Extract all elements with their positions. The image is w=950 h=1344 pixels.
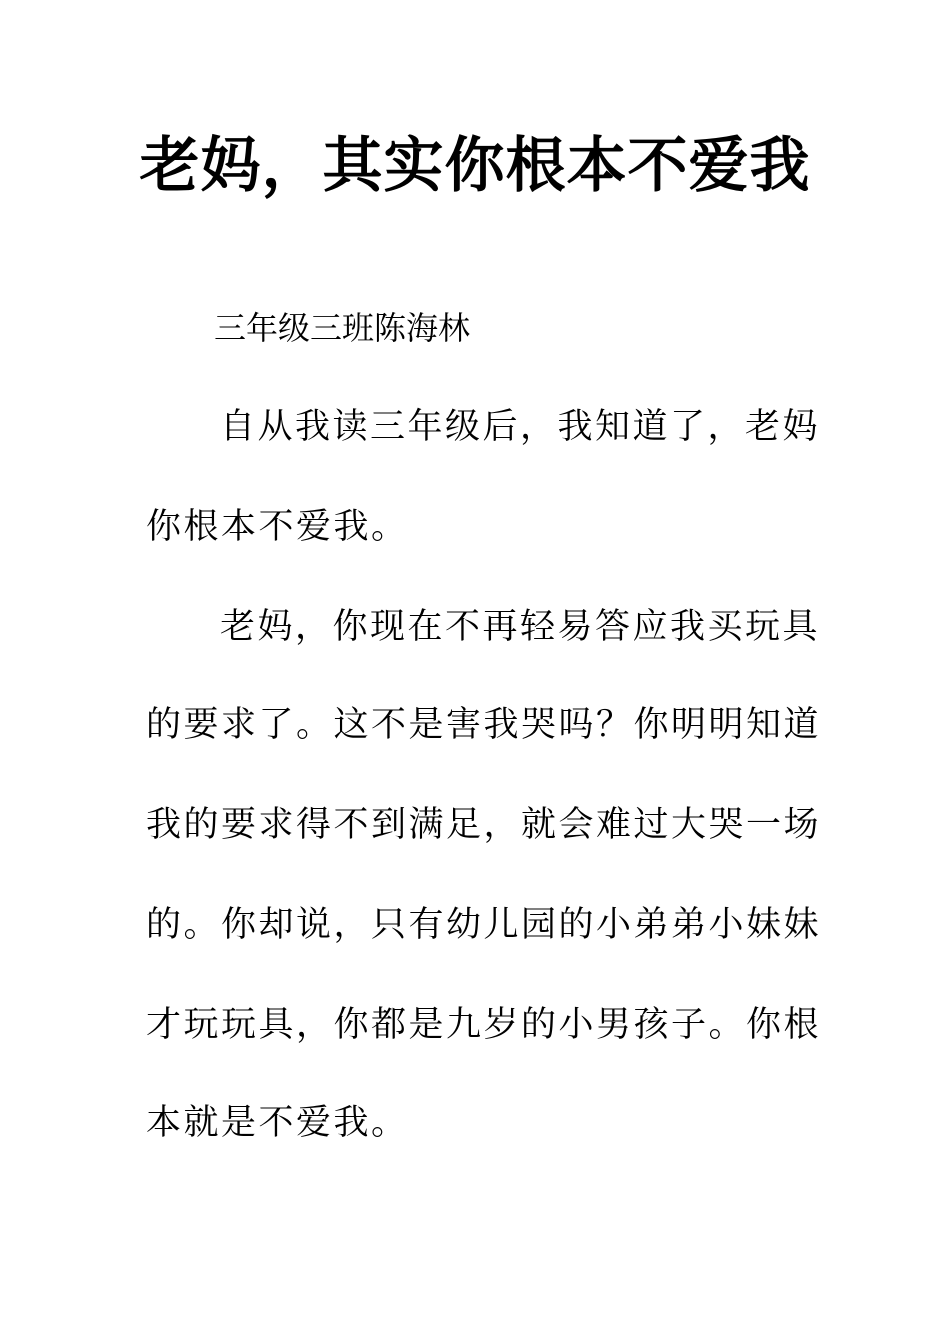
paragraph-2-line-4: 的。你却说，只有幼儿园的小弟弟小妹妹: [146, 905, 822, 945]
paragraph-2-line-1: 老妈，你现在不再轻易答应我买玩具: [220, 607, 821, 647]
document-title: 老妈，其实你根本不爱我: [139, 131, 811, 201]
paragraph-2-line-6: 本就是不爱我。: [146, 1103, 409, 1143]
paragraph-2-line-5: 才玩玩具，你都是九岁的小男孩子。你根: [146, 1005, 822, 1045]
paragraph-2-line-2: 的要求了。这不是害我哭吗？你明明知道: [146, 705, 822, 745]
paragraph-1-line-1: 自从我读三年级后，我知道了，老妈: [220, 407, 821, 447]
paragraph-1-line-2: 你根本不爱我。: [146, 507, 409, 547]
author-line: 三年级三班陈海林: [214, 309, 471, 347]
paragraph-2-line-3: 我的要求得不到满足，就会难过大哭一场: [146, 805, 822, 845]
